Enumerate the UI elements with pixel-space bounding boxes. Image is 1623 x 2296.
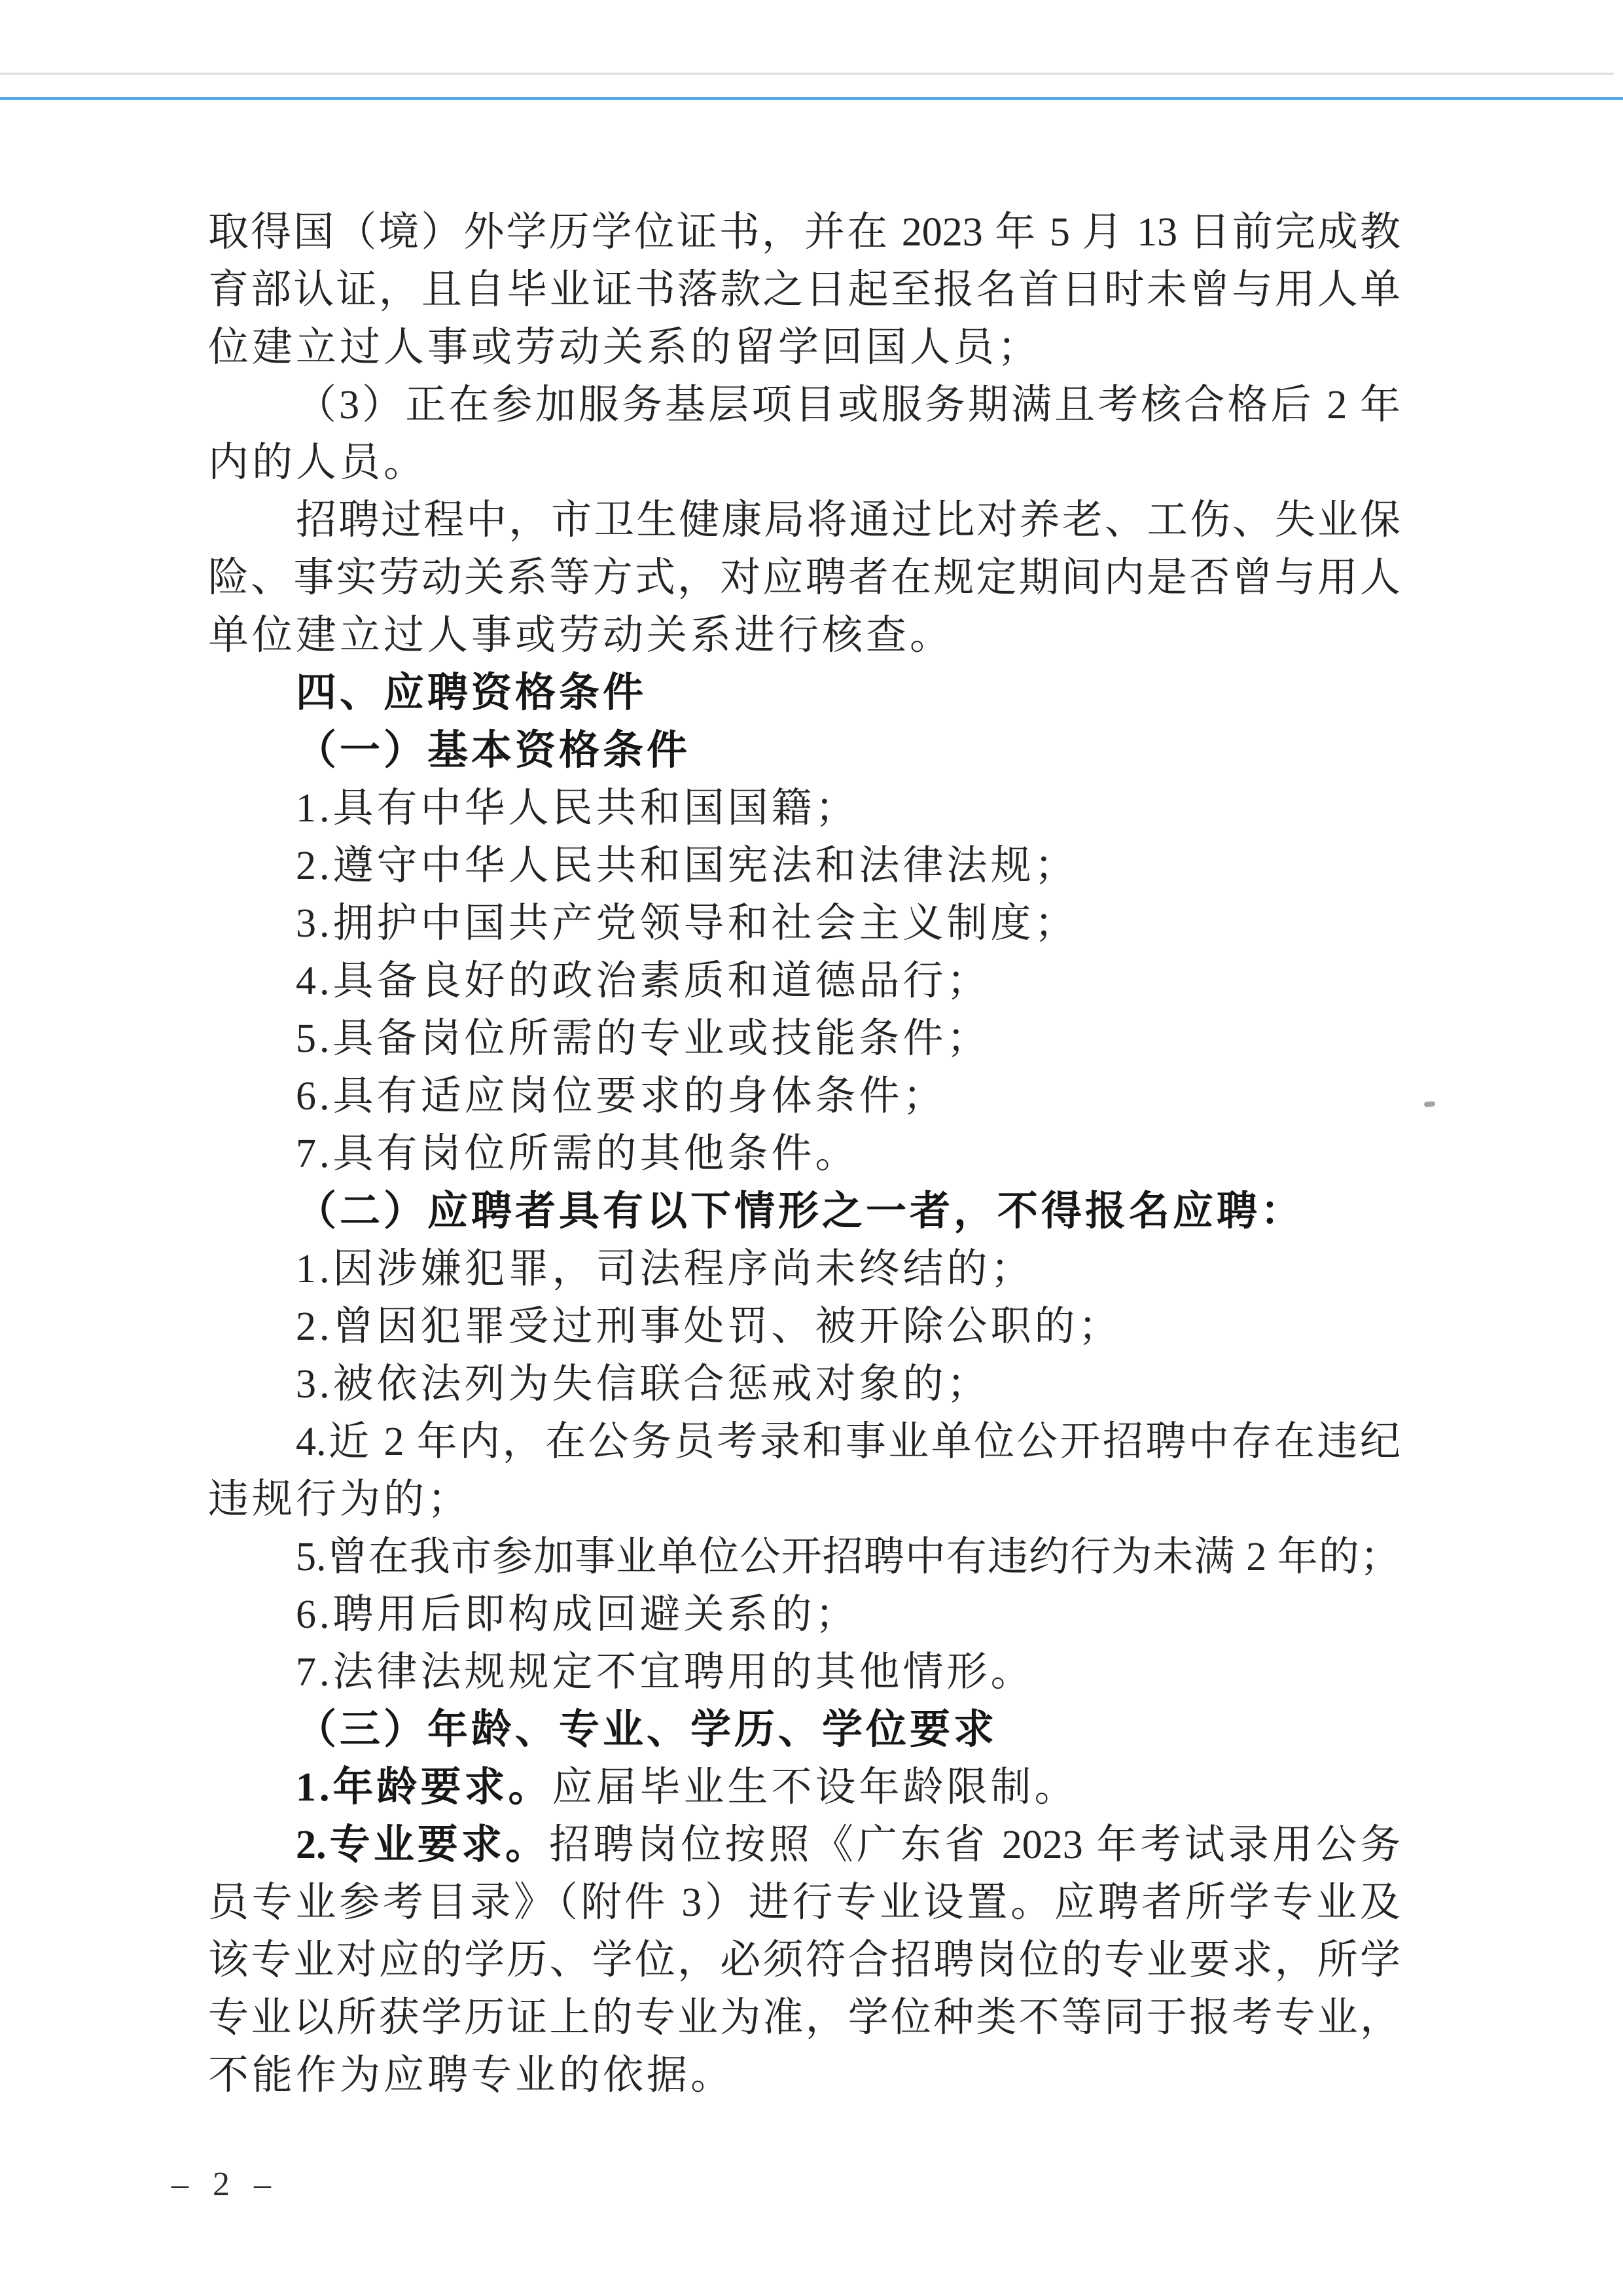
text-line: （一）基本资格条件 (296, 728, 691, 773)
text-line: 6.具有适应岗位要求的身体条件； (296, 1074, 947, 1119)
text-line: 四、应聘资格条件 (296, 671, 647, 715)
text-line: 3.被依法列为失信联合惩戒对象的； (296, 1362, 991, 1407)
text-line: 内的人员。 (208, 440, 428, 485)
text-line: 4.具备良好的政治素质和道德品行； (296, 959, 991, 1003)
text-line: （三）年龄、专业、学历、学位要求 (296, 1708, 998, 1752)
page-number: – 2 – (171, 2166, 279, 2203)
text-line: 4.近 2 年内，在公务员考录和事业单位公开招聘中存在违纪 (296, 1420, 1400, 1464)
text-line: 3.拥护中国共产党领导和社会主义制度； (296, 901, 1079, 946)
text-line: 违规行为的； (208, 1477, 472, 1522)
text-line: 1.具有中华人民共和国国籍； (296, 786, 859, 831)
text-line: 2.遵守中华人民共和国宪法和法律法规； (296, 844, 1079, 888)
text-line: 6.聘用后即构成回避关系的； (296, 1592, 859, 1637)
text-line: 单位建立过人事或劳动关系进行核查。 (208, 613, 954, 658)
text-line: 1.因涉嫌犯罪，司法程序尚未终结的； (296, 1247, 1035, 1291)
accent-divider-line (0, 97, 1623, 100)
text-line: （二）应聘者具有以下情形之一者，不得报名应聘： (296, 1189, 1305, 1234)
text-line: 5.具备岗位所需的专业或技能条件； (296, 1016, 991, 1061)
text-line: 2.专业要求。招聘岗位按照《广东省 2023 年考试录用公务 (296, 1823, 1400, 1867)
scan-hairline (0, 73, 1614, 75)
text-line: 1.年龄要求。应届毕业生不设年龄限制。 (296, 1765, 1079, 1810)
text-line: 取得国（境）外学历学位证书，并在 2023 年 5 月 13 日前完成教 (208, 210, 1400, 255)
text-line: 险、事实劳动关系等方式，对应聘者在规定期间内是否曾与用人 (208, 556, 1400, 600)
text-line: 专业以所获学历证上的专业为准，学位种类不等同于报考专业， (208, 1996, 1400, 2040)
bold-run: 2.专业要求。 (296, 1823, 550, 1867)
document-body (208, 204, 1400, 2104)
text-line: 不能作为应聘专业的依据。 (208, 2053, 735, 2098)
text-line: 7.法律法规规定不宜聘用的其他情形。 (296, 1650, 1035, 1695)
text-line: 5.曾在我市参加事业单位公开招聘中有违约行为未满 2 年的； (296, 1535, 1400, 1579)
text-line: 位建立过人事或劳动关系的留学回国人员； (208, 325, 1042, 370)
scan-artifact-speck (1424, 1101, 1436, 1107)
text-line: 2.曾因犯罪受过刑事处罚、被开除公职的； (296, 1304, 1122, 1349)
text-line: 员专业参考目录》（附件 3）进行专业设置。应聘者所学专业及 (208, 1880, 1400, 1925)
text-line: 育部认证，且自毕业证书落款之日起至报名首日时未曾与用人单 (208, 268, 1400, 312)
text-line: 7.具有岗位所需的其他条件。 (296, 1132, 859, 1176)
text-line: 该专业对应的学历、学位，必须符合招聘岗位的专业要求，所学 (208, 1938, 1400, 1982)
text-line: （3）正在参加服务基层项目或服务期满且考核合格后 2 年 (296, 383, 1400, 427)
text-line: 招聘过程中，市卫生健康局将通过比对养老、工伤、失业保 (296, 498, 1400, 543)
bold-run: 1.年龄要求。 (296, 1765, 552, 1810)
